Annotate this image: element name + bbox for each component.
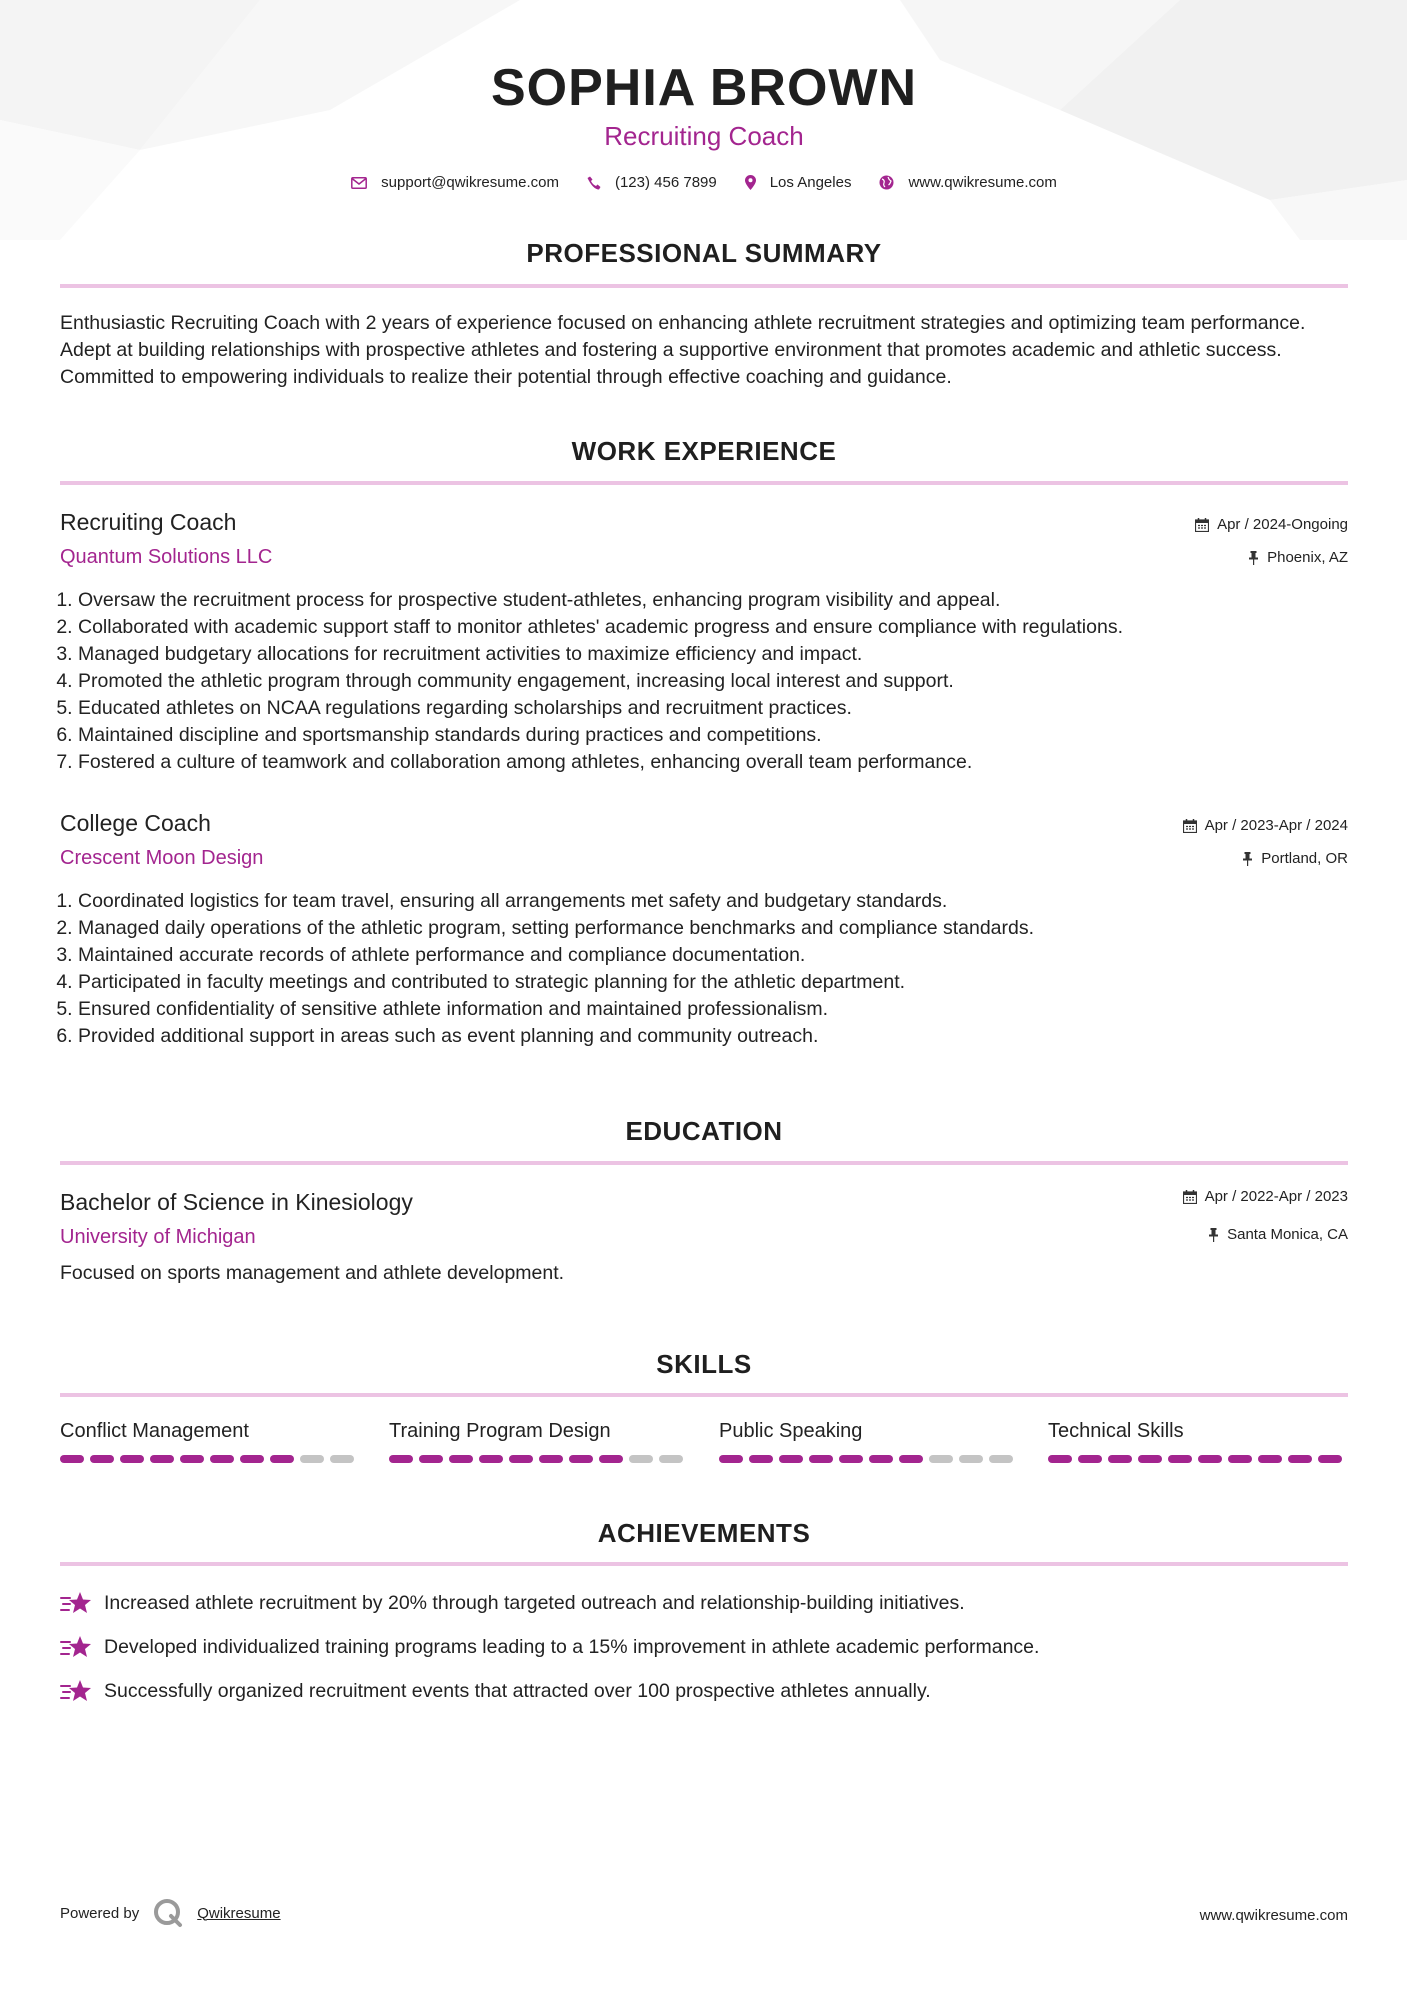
candidate-name: SOPHIA BROWN xyxy=(490,59,918,117)
skill-level-bar xyxy=(1048,1455,1348,1463)
education-dates-text: Apr / 2022-Apr / 2023 xyxy=(1204,1188,1348,1205)
list-item: 4. Participated in faculty meetings and contributed to strategic planning for the athletic department. xyxy=(78,969,1348,996)
skill-level-segment-filled xyxy=(509,1455,533,1463)
shooting-star-icon xyxy=(60,1678,92,1704)
contact-website-text: www.qwikresume.com xyxy=(908,174,1057,191)
globe-icon xyxy=(879,175,894,190)
skill-level-segment-filled xyxy=(1168,1455,1192,1463)
achievement-item xyxy=(60,1590,965,1616)
achievement-text: Successfully organized recruitment events that attracted over 100 prospective athletes annually. xyxy=(104,1679,931,1702)
calendar-icon xyxy=(1195,518,1209,532)
section-divider xyxy=(60,1562,1348,1566)
skill-level-segment-filled xyxy=(419,1455,443,1463)
skill-level-segment-filled xyxy=(60,1455,84,1463)
skill-level-segment-filled xyxy=(809,1455,833,1463)
section-title-experience: WORK EXPERIENCE xyxy=(571,436,837,466)
skill-level-segment-filled xyxy=(479,1455,503,1463)
section-title-skills: SKILLS xyxy=(656,1349,752,1379)
skill-level-bar xyxy=(389,1455,689,1463)
skill-level-segment-filled xyxy=(270,1455,294,1463)
job-location-text: Portland, OR xyxy=(1261,850,1348,867)
skill-level-segment-filled xyxy=(1108,1455,1132,1463)
calendar-icon xyxy=(1183,819,1197,833)
skill-level-segment-filled xyxy=(150,1455,174,1463)
achievement-item xyxy=(60,1678,931,1704)
contact-email-text: support@qwikresume.com xyxy=(381,174,559,191)
list-item: 4. Promoted the athletic program through community engagement, increasing local interest and support. xyxy=(78,668,1348,695)
skill-level-segment-filled xyxy=(719,1455,743,1463)
contact-website[interactable] xyxy=(879,174,1056,191)
job-location xyxy=(1242,850,1348,867)
skill-level-bar xyxy=(60,1455,360,1463)
degree-title: Bachelor of Science in Kinesiology xyxy=(60,1189,413,1215)
section-title-education: EDUCATION xyxy=(625,1116,783,1146)
contact-location xyxy=(745,174,852,191)
skill-level-segment-filled xyxy=(1288,1455,1312,1463)
skill-level-segment-filled xyxy=(210,1455,234,1463)
shooting-star-icon xyxy=(60,1590,92,1616)
contact-location-text: Los Angeles xyxy=(769,174,852,191)
skill-level-segment-filled xyxy=(1048,1455,1072,1463)
phone-icon xyxy=(587,176,601,190)
job-title: College Coach xyxy=(60,810,211,836)
education-description: Focused on sports management and athlete development. xyxy=(60,1262,565,1284)
education-location-text: Santa Monica, CA xyxy=(1227,1226,1348,1243)
job-responsibilities xyxy=(60,888,1348,1050)
skill-level-segment-filled xyxy=(899,1455,923,1463)
skill-level-segment-filled xyxy=(749,1455,773,1463)
section-divider xyxy=(60,1393,1348,1397)
skill-level-segment-empty xyxy=(989,1455,1013,1463)
skill-level-segment-filled xyxy=(1258,1455,1282,1463)
job-responsibilities xyxy=(60,587,1348,776)
skill-level-segment-empty xyxy=(929,1455,953,1463)
list-item: 7. Fostered a culture of teamwork and collaboration among athletes, enhancing overall team performance. xyxy=(78,749,1348,776)
skill-level-segment-empty xyxy=(629,1455,653,1463)
education-location xyxy=(1208,1226,1348,1243)
skill-level-segment-filled xyxy=(449,1455,473,1463)
pushpin-icon xyxy=(1208,1228,1219,1242)
skill-level-segment-empty xyxy=(959,1455,983,1463)
skill-level-bar xyxy=(719,1455,1019,1463)
calendar-icon xyxy=(1183,1190,1197,1204)
envelope-icon xyxy=(351,177,367,189)
job-location-text: Phoenix, AZ xyxy=(1267,549,1348,566)
skill-item xyxy=(719,1420,1019,1463)
contact-bar xyxy=(60,174,1348,191)
powered-by-label: Powered by xyxy=(60,1904,140,1922)
skill-level-segment-filled xyxy=(1318,1455,1342,1463)
contact-phone-text: (123) 456 7899 xyxy=(614,174,717,191)
pushpin-icon xyxy=(1242,852,1253,866)
skill-level-segment-empty xyxy=(300,1455,324,1463)
skill-name: Public Speaking xyxy=(719,1420,863,1442)
education-dates xyxy=(1183,1188,1348,1205)
company-name: Quantum Solutions LLC xyxy=(60,546,273,568)
list-item: 3. Maintained accurate records of athlete performance and compliance documentation. xyxy=(78,942,1348,969)
list-item: 1. Coordinated logistics for team travel, ensuring all arrangements met safety and budgetary standards. xyxy=(78,888,1348,915)
skill-level-segment-filled xyxy=(180,1455,204,1463)
candidate-title: Recruiting Coach xyxy=(604,121,804,151)
company-name: Crescent Moon Design xyxy=(60,847,264,869)
section-divider xyxy=(60,284,1348,288)
skill-level-segment-filled xyxy=(1078,1455,1102,1463)
skill-level-segment-filled xyxy=(599,1455,623,1463)
list-item: 5. Educated athletes on NCAA regulations regarding scholarships and recruitment practices. xyxy=(78,695,1348,722)
list-item: 6. Maintained discipline and sportsmanship standards during practices and competitions. xyxy=(78,722,1348,749)
list-item: 2. Collaborated with academic support staff to monitor athletes' academic progress and ensure compliance with regulations. xyxy=(78,614,1348,641)
list-item: 3. Managed budgetary allocations for recruitment activities to maximize efficiency and impact. xyxy=(78,641,1348,668)
qwikresume-logo-icon xyxy=(153,1898,183,1928)
school-name: University of Michigan xyxy=(60,1226,256,1248)
list-item: 1. Oversaw the recruitment process for prospective student-athletes, enhancing program visibility and appeal. xyxy=(78,587,1348,614)
achievement-text: Increased athlete recruitment by 20% through targeted outreach and relationship-building initiatives. xyxy=(104,1591,965,1614)
contact-email[interactable] xyxy=(351,174,559,191)
skill-level-segment-filled xyxy=(120,1455,144,1463)
section-divider xyxy=(60,1161,1348,1165)
job-dates xyxy=(1195,516,1348,533)
skill-level-segment-filled xyxy=(240,1455,264,1463)
list-item: 6. Provided additional support in areas such as event planning and community outreach. xyxy=(78,1023,1348,1050)
skill-level-segment-filled xyxy=(839,1455,863,1463)
map-pin-icon xyxy=(745,175,756,190)
summary-text: Enthusiastic Recruiting Coach with 2 years of experience focused on enhancing athlete recruitment strategies and optimizing team performance. Adept at building relationships with prospective athletes and fostering a supportive environment that promotes academic and athletic success. Committed to empowering individuals to realize their potential through effective coaching and guidance. xyxy=(60,312,1306,388)
contact-phone[interactable] xyxy=(587,174,717,191)
pushpin-icon xyxy=(1248,551,1259,565)
skill-level-segment-filled xyxy=(1138,1455,1162,1463)
skill-level-segment-filled xyxy=(389,1455,413,1463)
skill-level-segment-empty xyxy=(659,1455,683,1463)
section-title-achievements: ACHIEVEMENTS xyxy=(597,1518,811,1548)
job-dates-text: Apr / 2023-Apr / 2024 xyxy=(1204,817,1348,834)
skill-level-segment-filled xyxy=(90,1455,114,1463)
skill-name: Technical Skills xyxy=(1048,1420,1184,1442)
skill-level-segment-filled xyxy=(569,1455,593,1463)
list-item: 2. Managed daily operations of the athletic program, setting performance benchmarks and compliance standards. xyxy=(78,915,1348,942)
shooting-star-icon xyxy=(60,1634,92,1660)
achievement-text: Developed individualized training programs leading to a 15% improvement in athlete academic performance. xyxy=(104,1635,1040,1658)
brand-link[interactable]: Qwikresume xyxy=(197,1904,281,1922)
skill-item xyxy=(1048,1420,1348,1463)
skill-level-segment-filled xyxy=(1198,1455,1222,1463)
skill-level-segment-filled xyxy=(779,1455,803,1463)
skill-level-segment-empty xyxy=(330,1455,354,1463)
skill-name: Training Program Design xyxy=(389,1420,611,1442)
list-item: 5. Ensured confidentiality of sensitive athlete information and maintained professionalism. xyxy=(78,996,1348,1023)
job-title: Recruiting Coach xyxy=(60,509,237,535)
header-background-shape xyxy=(0,0,1407,240)
skill-name: Conflict Management xyxy=(60,1420,249,1442)
footer-website[interactable]: www.qwikresume.com xyxy=(1199,1907,1348,1924)
skill-level-segment-filled xyxy=(539,1455,563,1463)
section-divider xyxy=(60,481,1348,485)
job-dates-text: Apr / 2024-Ongoing xyxy=(1217,516,1348,533)
job-dates xyxy=(1183,817,1348,834)
footer-powered-by xyxy=(60,1898,281,1928)
achievement-item xyxy=(60,1634,1039,1660)
skill-level-segment-filled xyxy=(869,1455,893,1463)
skill-level-segment-filled xyxy=(1228,1455,1252,1463)
skill-item xyxy=(60,1420,360,1463)
skill-item xyxy=(389,1420,689,1463)
section-title-summary: PROFESSIONAL SUMMARY xyxy=(526,238,882,268)
job-location xyxy=(1248,549,1348,566)
